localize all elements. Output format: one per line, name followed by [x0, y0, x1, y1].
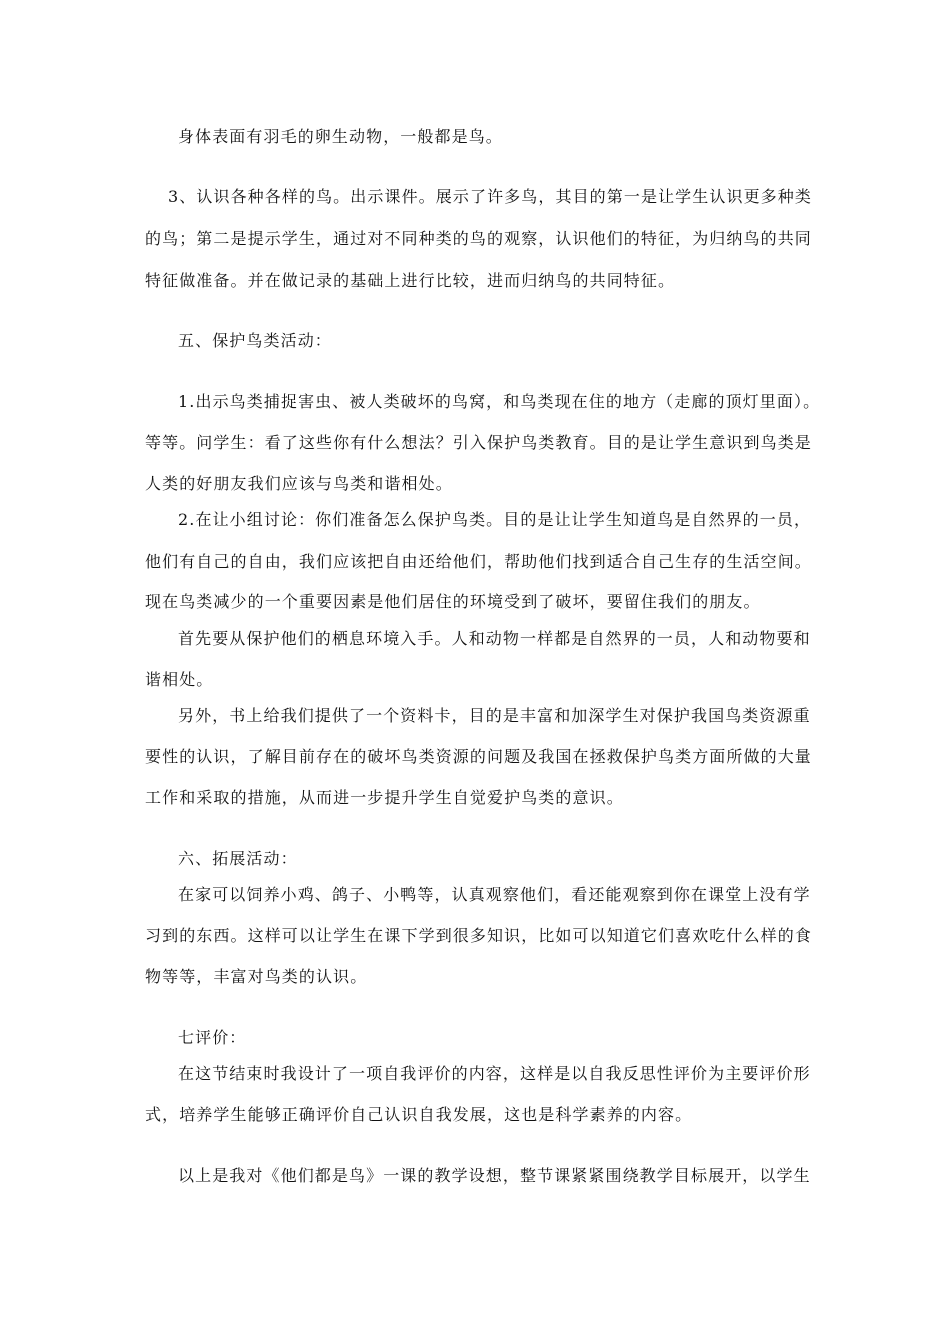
paragraph-line: 式，培养学生能够正确评价自己认识自我发展，这也是科学素养的内容。: [145, 1105, 693, 1124]
section-heading: 五、保护鸟类活动：: [178, 331, 332, 350]
paragraph-line: 首先要从保护他们的栖息环境入手。人和动物一样都是自然界的一员，人和动物要和: [178, 629, 811, 648]
paragraph-line: 他们有自己的自由，我们应该把自由还给他们，帮助他们找到适合自己生存的生活空间。: [145, 552, 812, 571]
section-heading: 七评价：: [178, 1028, 247, 1047]
paragraph-line: 在家可以饲养小鸡、鸽子、小鸭等，认真观察他们，看还能观察到你在课堂上没有学: [178, 885, 811, 904]
paragraph-line: 身体表面有羽毛的卵生动物，一般都是鸟。: [178, 127, 503, 146]
paragraph-line: 等等。问学生：看了这些你有什么想法？引入保护鸟类教育。目的是让学生意识到鸟类是: [145, 433, 812, 452]
paragraph-line: 3、认识各种各样的鸟。出示课件。展示了许多鸟，其目的第一是让学生认识更多种类: [168, 187, 812, 206]
section-heading: 六、拓展活动：: [178, 849, 298, 868]
paragraph-line: 1.出示鸟类捕捉害虫、被人类破坏的鸟窝，和鸟类现在住的地方（走廊的顶灯里面）。: [178, 392, 821, 411]
paragraph-line: 谐相处。: [145, 670, 214, 689]
paragraph-line: 以上是我对《他们都是鸟》一课的教学设想，整节课紧紧围绕教学目标展开，以学生: [178, 1166, 811, 1185]
paragraph-line: 的鸟；第二是提示学生，通过对不同种类的鸟的观察，认识他们的特征，为归纳鸟的共同: [145, 229, 812, 248]
paragraph-line: 现在鸟类减少的一个重要因素是他们居住的环境受到了破坏，要留住我们的朋友。: [145, 592, 761, 611]
paragraph-line: 在这节结束时我设计了一项自我评价的内容，这样是以自我反思性评价为主要评价形: [178, 1064, 811, 1083]
paragraph-line: 人类的好朋友我们应该与鸟类和谐相处。: [145, 474, 453, 493]
paragraph-line: 特征做准备。并在做记录的基础上进行比较，进而归纳鸟的共同特征。: [145, 271, 676, 290]
paragraph-line: 要性的认识，了解目前存在的破坏鸟类资源的问题及我国在拯救保护鸟类方面所做的大量: [145, 747, 812, 766]
paragraph-line: 工作和采取的措施，从而进一步提升学生自觉爱护鸟类的意识。: [145, 788, 624, 807]
paragraph-line: 另外，书上给我们提供了一个资料卡，目的是丰富和加深学生对保护我国鸟类资源重: [178, 706, 811, 725]
paragraph-line: 习到的东西。这样可以让学生在课下学到很多知识，比如可以知道它们喜欢吃什么样的食: [145, 926, 812, 945]
paragraph-line: 2.在让小组讨论：你们准备怎么保护鸟类。目的是让让学生知道鸟是自然界的一员，: [178, 510, 812, 529]
paragraph-line: 物等等，丰富对鸟类的认识。: [145, 967, 368, 986]
